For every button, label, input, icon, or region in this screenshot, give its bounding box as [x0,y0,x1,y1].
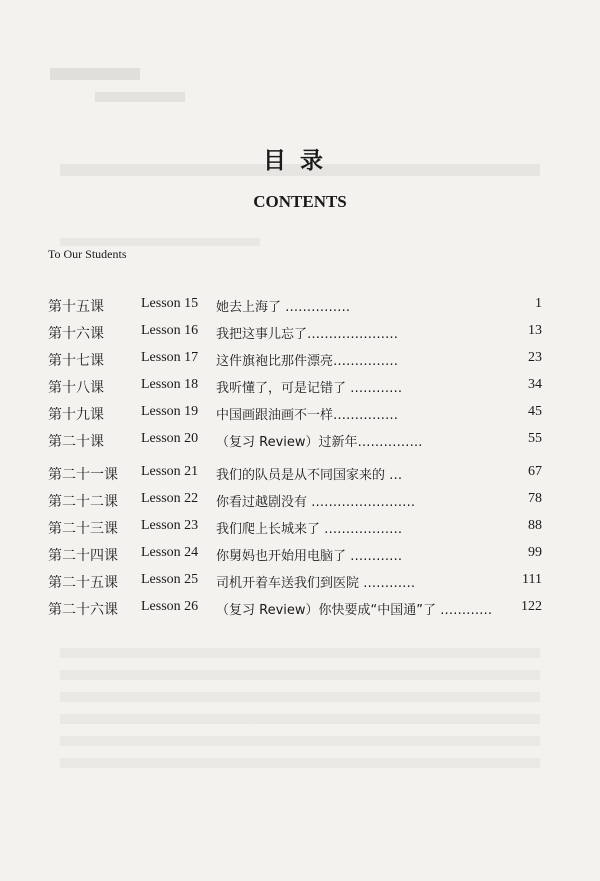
page-number: 13 [528,323,542,338]
lesson-number-cn: 第二十三课 [48,521,118,537]
bleed-through-heading [50,68,185,102]
lesson-number-cn: 第二十六课 [48,602,118,618]
page-number: 55 [528,431,542,446]
toc-row-19 [48,404,542,428]
lesson-title: 你舅妈也开始用电脑了 ………… [216,549,403,564]
page-number: 122 [521,599,542,614]
toc-row-17 [48,350,542,374]
toc-row-25 [48,572,542,596]
lesson-title: 你看过越剧没有 …………………… [216,495,416,510]
page-number: 99 [528,545,542,560]
lesson-number-cn: 第二十五课 [48,575,118,591]
lesson-label: Lesson 15 [141,296,199,311]
page-number: 45 [528,404,542,419]
toc-row-24 [48,545,542,569]
lesson-number-cn: 第二十课 [48,434,104,450]
lesson-number-cn: 第二十二课 [48,494,118,510]
lesson-number-cn: 第十八课 [48,380,104,396]
bleed-through-band [60,238,260,246]
lesson-label: Lesson 25 [141,572,199,587]
lesson-number-cn: 第十九课 [48,407,104,423]
page-number: 88 [528,518,542,533]
page-number: 23 [528,350,542,365]
page-number: 78 [528,491,542,506]
lesson-title: 这件旗袍比那件漂亮…………… [216,354,399,369]
lesson-title: （复习 Review）过新年…………… [216,435,423,450]
lesson-label: Lesson 17 [141,350,199,365]
toc-row-15 [48,296,542,320]
intro-entry: To Our Students [48,247,127,261]
lesson-title: 我们爬上长城来了 ……………… [216,522,403,537]
toc-row-16 [48,323,542,347]
lesson-label: Lesson 22 [141,491,199,506]
lesson-title: 我把这事儿忘了………………… [216,327,399,342]
toc-row-23 [48,518,542,542]
lesson-label: Lesson 23 [141,518,199,533]
lesson-title: 中国画跟油画不一样…………… [216,408,399,423]
toc-row-22 [48,491,542,515]
lesson-label: Lesson 26 [141,599,199,614]
page-number: 67 [528,464,542,479]
toc-row-18 [48,377,542,401]
lesson-label: Lesson 24 [141,545,199,560]
lesson-title: 司机开着车送我们到医院 ………… [216,576,416,591]
toc-row-26 [48,599,542,623]
lesson-title: 她去上海了 …………… [216,300,351,315]
lesson-number-cn: 第二十四课 [48,548,118,564]
toc-row-20 [48,431,542,455]
toc-row-21 [48,464,542,488]
lesson-label: Lesson 16 [141,323,199,338]
lesson-number-cn: 第十七课 [48,353,104,369]
bleed-through-block [60,648,540,778]
contents-title-en: CONTENTS [253,192,347,211]
page-number: 34 [528,377,542,392]
lesson-label: Lesson 19 [141,404,199,419]
page-number: 1 [535,296,542,311]
contents-title-cn: 目录 [263,148,337,174]
page-number: 111 [522,572,542,587]
lesson-label: Lesson 21 [141,464,199,479]
lesson-label: Lesson 20 [141,431,199,446]
bleed-through-line [50,68,140,80]
bleed-through-line [95,92,185,102]
lesson-number-cn: 第十五课 [48,299,104,315]
lesson-title: （复习 Review）你快要成“中国通”了 ………… [216,603,493,618]
lesson-number-cn: 第二十一课 [48,467,118,483]
lesson-title: 我听懂了，可是记错了 ………… [216,381,403,396]
lesson-label: Lesson 18 [141,377,199,392]
lesson-number-cn: 第十六课 [48,326,104,342]
lesson-title: 我们的队员是从不同国家来的 … [216,468,403,483]
